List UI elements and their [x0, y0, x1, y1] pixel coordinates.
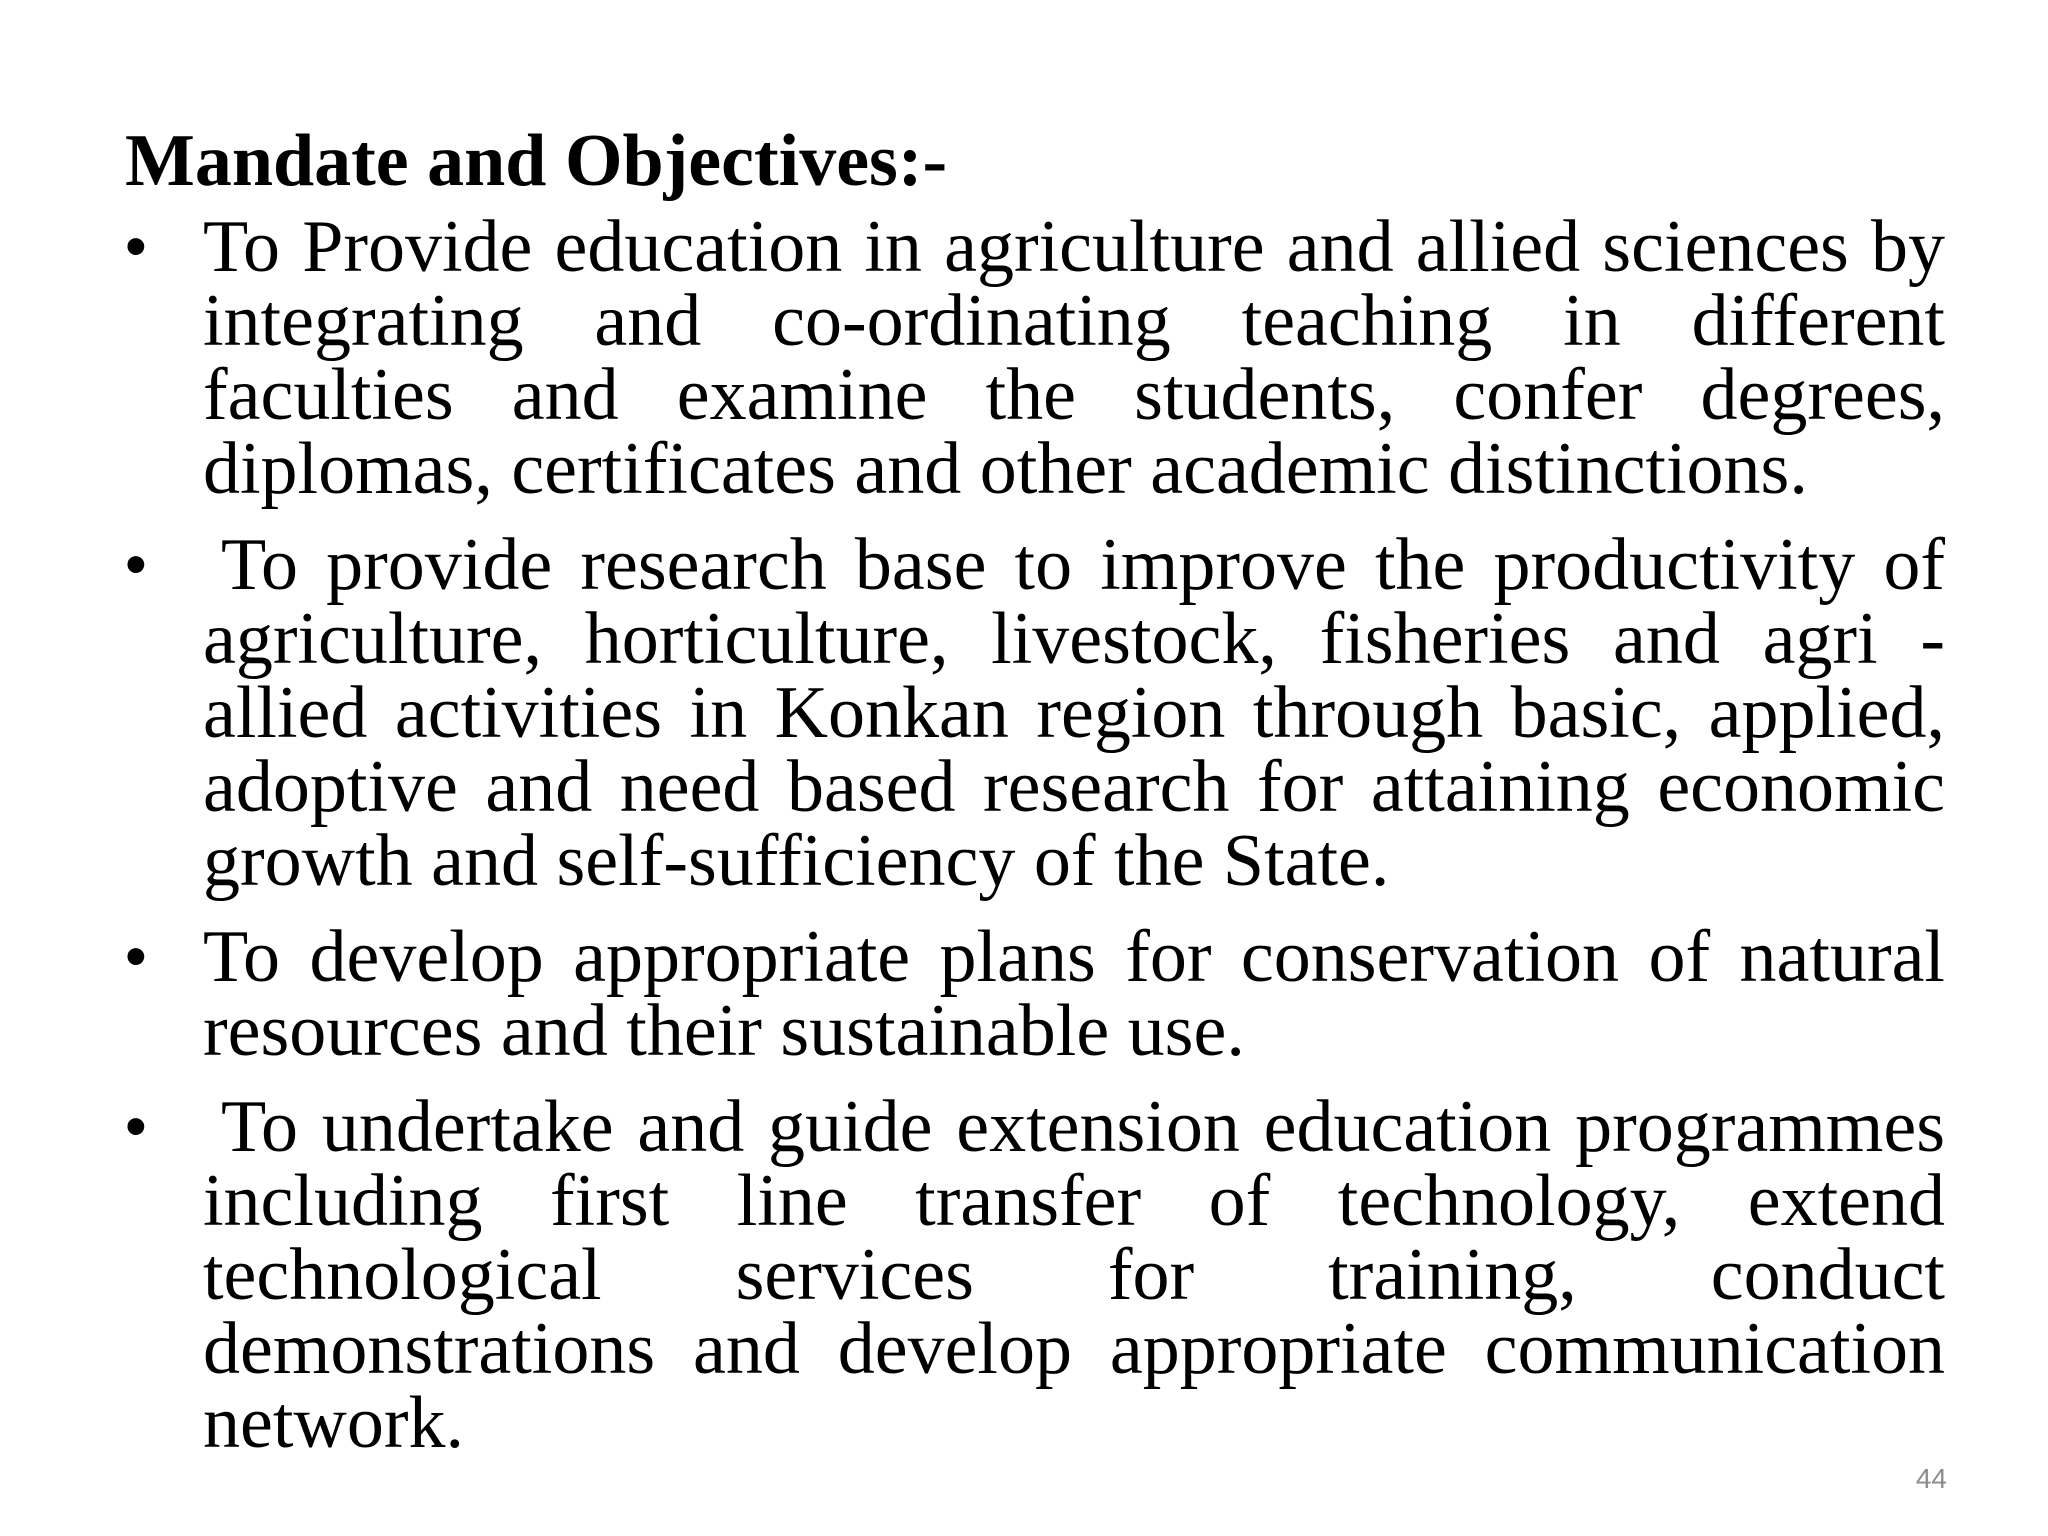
list-item-text: To provide research base to improve the productivity of agriculture, horticulture, livestock, fisheries and agri - allied activities in Konkan region through basic, applied, adoptive and need based research for attaining economic growth and self-sufficiency of the State.: [203, 524, 1945, 902]
bullet-icon: •: [125, 212, 147, 281]
list-item-text: To Provide education in agriculture and allied sciences by integrating and co-ordinating teaching in different faculties and examine the students, confer degrees, diplomas, certificates and other academic distinctions.: [203, 206, 1945, 510]
bullet-icon: •: [125, 922, 147, 991]
slide-title: Mandate and Objectives:-: [125, 120, 948, 202]
list-item: [125, 206, 1945, 510]
list-item-text: To undertake and guide extension education programmes including first line transfer of technology, extend technological services for training, conduct demonstrations and develop appropriate communication network.: [203, 1086, 1945, 1464]
list-item: [125, 916, 1945, 1072]
list-item: [125, 1086, 1945, 1464]
objectives-list: [125, 206, 1945, 1482]
bullet-icon: •: [125, 1092, 147, 1161]
list-item-text: To develop appropriate plans for conservation of natural resources and their sustainable use.: [203, 916, 1945, 1072]
bullet-icon: •: [125, 530, 147, 599]
page-number: 44: [1915, 1463, 1947, 1494]
list-item: [125, 524, 1945, 902]
